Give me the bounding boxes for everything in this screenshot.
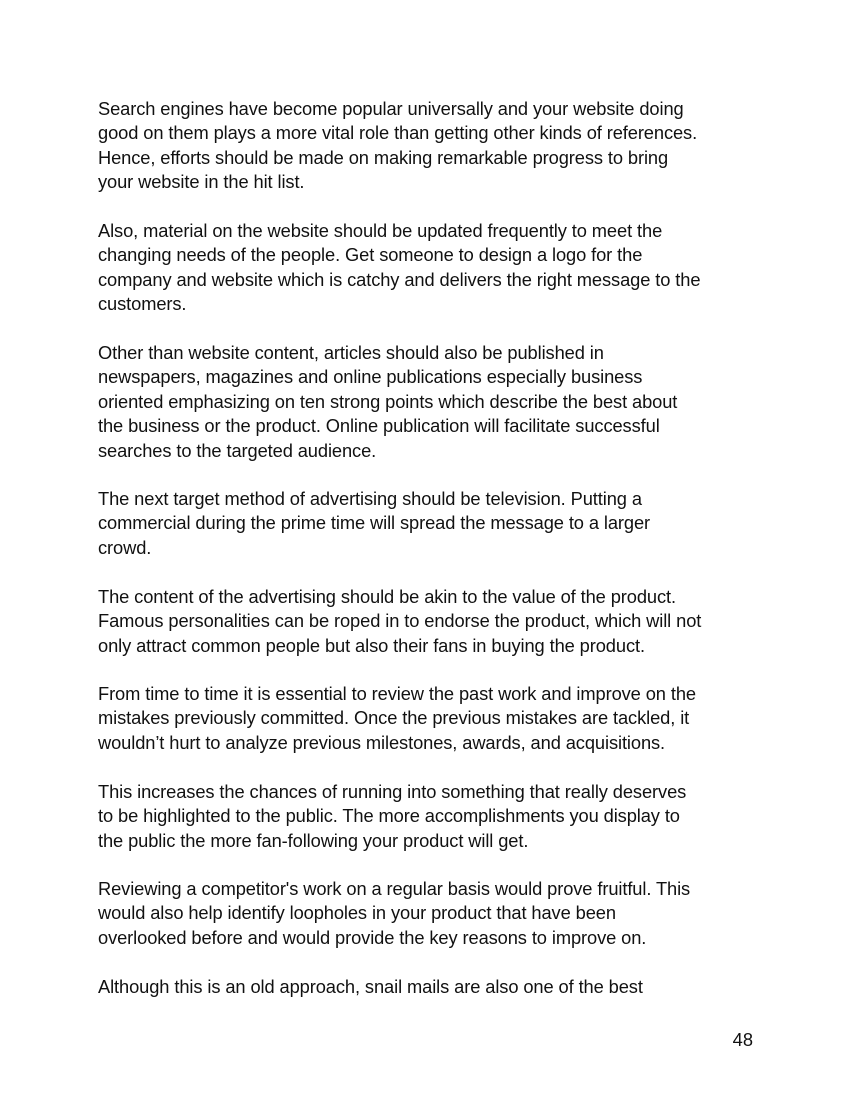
paragraph-review-past-work [98,682,778,755]
text-line: searches to the targeted audience. [98,439,377,461]
text-line: This increases the chances of running into something that really deserves [98,781,687,802]
text-line: changing needs of the people. Get someone to design a logo for the [98,244,643,266]
paragraph-television [98,487,778,560]
text-line: only attract common people but also their fans in buying the product. [98,634,645,656]
text-line: customers. [98,293,187,315]
text-line: the business or the product. Online publication will facilitate successful [98,415,660,437]
text-line: company and website which is catchy and delivers the right message to the [98,268,701,290]
text-line: Hence, efforts should be made on making remarkable progress to bring [98,146,669,168]
text-line: to be highlighted to the public. The more accomplishments you display to [98,805,680,827]
text-line: Also, material on the website should be updated frequently to meet the [98,220,663,241]
paragraph-accomplishments [98,780,778,853]
paragraph-competitor-review [98,877,778,950]
text-line: your website in the hit list. [98,171,305,193]
paragraph-advertising-content [98,585,778,658]
text-line: Other than website content, articles should also be published in [98,342,604,363]
paragraph-articles [98,341,778,463]
text-line: commercial during the prime time will spread the message to a larger [98,512,651,534]
text-line: the public the more fan-following your product will get. [98,829,529,851]
text-line: oriented emphasizing on ten strong points which describe the best about [98,390,678,412]
text-line: From time to time it is essential to review the past work and improve on the [98,683,696,704]
text-line: Search engines have become popular universally and your website doing [98,98,684,119]
page-number: 48 [732,1029,753,1050]
text-line: crowd. [98,536,152,558]
text-line: Famous personalities can be roped in to endorse the product, which will not [98,610,702,632]
text-line: Although this is an old approach, snail mails are also one of the best [98,976,643,997]
paragraph-website-material [98,219,778,317]
text-line: overlooked before and would provide the key reasons to improve on. [98,926,647,948]
text-line: The content of the advertising should be akin to the value of the product. [98,586,676,607]
text-line: The next target method of advertising should be television. Putting a [98,488,642,509]
text-line: wouldn’t hurt to analyze previous milestones, awards, and acquisitions. [98,731,666,753]
text-line: good on them plays a more vital role than getting other kinds of references. [98,122,698,144]
paragraph-snail-mail [98,975,778,999]
text-line: mistakes previously committed. Once the previous mistakes are tackled, it [98,707,690,729]
text-line: would also help identify loopholes in your product that have been [98,902,616,924]
paragraph-search-engines [98,97,778,195]
text-line: newspapers, magazines and online publications especially business [98,366,643,388]
text-line: Reviewing a competitor's work on a regular basis would prove fruitful. This [98,878,691,899]
